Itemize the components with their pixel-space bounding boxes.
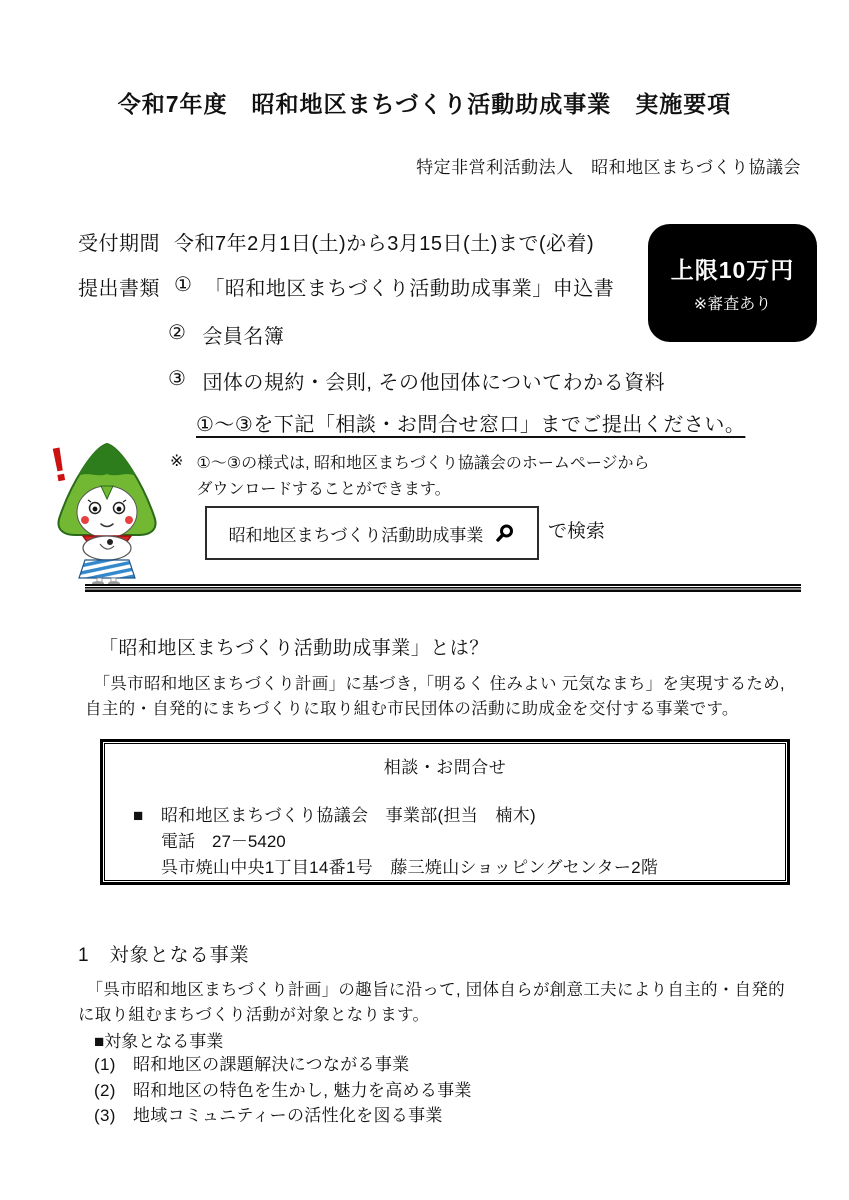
section1-item-list	[94, 1052, 472, 1129]
contact-organization: ■ 昭和地区まちづくり協議会 事業部(担当 楠木)	[133, 806, 536, 825]
list-item: (3) 地域コミュニティーの活性化を図る事業	[94, 1106, 443, 1125]
about-heading: 「昭和地区まちづくり活動助成事業」とは？	[99, 638, 489, 659]
document-1-number: ①	[174, 274, 193, 296]
search-query-text: 昭和地区まちづくり活動助成事業	[228, 525, 484, 545]
mascot-image	[44, 436, 168, 586]
search-keyword-box	[205, 506, 539, 560]
documents-row-2	[168, 320, 284, 349]
document-3-number: ③	[168, 368, 187, 390]
section-divider-rule	[85, 584, 801, 592]
documents-row-3	[168, 366, 665, 395]
submit-instruction: ①～③を下記「相談・お問合せ窓口」までご提出ください。	[196, 414, 746, 436]
about-paragraph	[85, 672, 785, 722]
download-note-line2: ダウンロードすることができます。	[196, 481, 451, 498]
contact-address: 呉市焼山中央1丁目14番1号 藤三焼山ショッピングセンター2階	[161, 858, 659, 877]
reception-period-label: 受付期間	[78, 233, 160, 255]
section1-subheading: ■対象となる事業	[94, 1032, 224, 1051]
section1-body-line1: 「呉市昭和地区まちづくり計画」の趣旨に沿って, 団体自らが創意工夫により自主的・自発的	[78, 981, 785, 999]
section1-body-line2: に取り組むまちづくり活動が対象となります。	[78, 1006, 430, 1024]
document-3-text: 団体の規約・会則, その他団体についてわかる資料	[202, 372, 666, 394]
section1-heading: 1 対象となる事業	[78, 945, 250, 966]
list-item: (1) 昭和地区の課題解決につながる事業	[94, 1055, 410, 1074]
documents-row-1	[78, 272, 614, 301]
document-1-text: 「昭和地区まちづくり活動助成事業」申込書	[204, 278, 615, 300]
download-note-line1: ①～③の様式は, 昭和地区まちづくり協議会のホームページから	[196, 455, 650, 472]
note-asterisk: ※	[170, 453, 184, 470]
subsidy-limit-badge	[648, 224, 817, 342]
documents-label: 提出書類	[78, 278, 160, 300]
magnifier-icon	[495, 523, 515, 543]
about-body-line1: 「呉市昭和地区まちづくり計画」に基づき,「明るく 住みよい 元気なまち」を実現するため,	[85, 675, 785, 693]
document-2-number: ②	[168, 322, 187, 344]
subsidy-screening-note: ※審査あり	[693, 296, 772, 313]
download-note	[170, 451, 650, 503]
reception-period-value: 令和7年2月1日(土)から3月15日(土)まで(必着)	[174, 233, 595, 255]
page-title: 令和7年度 昭和地区まちづくり活動助成事業 実施要項	[117, 91, 732, 117]
list-item: (2) 昭和地区の特色を生かし, 魅力を高める事業	[94, 1080, 472, 1100]
about-body-line2: 自主的・自発的にまちづくりに取り組む市民団体の活動に助成金を交付する事業です。	[85, 700, 739, 718]
subsidy-limit-amount: 上限10万円	[670, 257, 795, 283]
contact-box	[100, 739, 790, 885]
section1-paragraph	[78, 978, 785, 1028]
contact-title: 相談・お問合せ	[383, 758, 507, 777]
document-2-text: 会員名簿	[202, 326, 285, 348]
reception-period-row	[78, 227, 594, 256]
contact-phone: 電話 27－5420	[161, 832, 286, 851]
svg-text:!: !	[46, 437, 72, 493]
search-suffix-text: で検索	[548, 521, 606, 542]
organization-name: 特定非営利活動法人 昭和地区まちづくり協議会	[416, 158, 801, 177]
contact-box-inner	[104, 743, 786, 881]
